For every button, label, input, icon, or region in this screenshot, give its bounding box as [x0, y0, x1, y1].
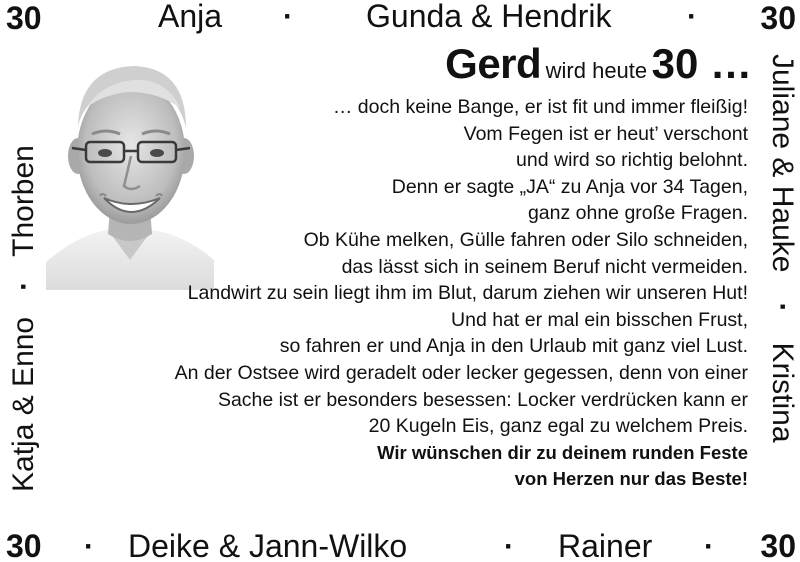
poem-line: ganz ohne große Fragen.	[527, 202, 748, 225]
top-separator-1: ·	[283, 0, 293, 33]
corner-number-top-right: 30	[760, 0, 796, 36]
right-separator: ·	[766, 302, 799, 313]
bottom-separator-3: ·	[704, 530, 714, 562]
headline-middle-text: wird heute	[545, 58, 648, 83]
right-name-kristina: Kristina	[766, 342, 799, 443]
corner-number-bottom-right: 30	[760, 528, 796, 562]
bottom-separator-1: ·	[84, 530, 94, 562]
poem-line: An der Ostsee wird geradelt oder lecker gegessen, denn von einer	[174, 361, 748, 384]
top-separator-2: ·	[687, 0, 697, 33]
left-column-names	[8, 145, 40, 492]
left-name-thorben: Thorben	[7, 145, 40, 257]
corner-number-top-left: 30	[6, 0, 42, 36]
headline	[445, 40, 752, 88]
poem-line: Ob Kühe melken, Gülle fahren oder Silo schneiden,	[303, 228, 748, 251]
left-separator: ·	[7, 280, 40, 291]
top-name-gunda-hendrik: Gunda & Hendrik	[366, 0, 612, 34]
poem-line: Denn er sagte „JA“ zu Anja vor 34 Tagen,	[391, 175, 748, 198]
poem-line: Sache ist er besonders besessen: Locker verdrücken kann er	[217, 388, 748, 411]
bottom-name-rainer: Rainer	[558, 528, 653, 562]
headline-age: 30 …	[651, 40, 752, 87]
poem-line: und wird so richtig belohnt.	[516, 149, 748, 172]
poem-line: das lässt sich in seinem Beruf nicht vermeiden.	[341, 255, 748, 278]
poem-line: Und hat er mal ein bisschen Frust,	[451, 308, 748, 331]
top-name-anja: Anja	[158, 0, 223, 34]
bottom-separator-2: ·	[504, 530, 514, 562]
poem-line: Landwirt zu sein liegt ihm im Blut, darum ziehen wir unseren Hut!	[187, 282, 748, 305]
poem-line: … doch keine Bange, er ist fit und immer fleißig!	[332, 96, 748, 118]
closing-line: von Herzen nur das Beste!	[514, 468, 748, 490]
poem-line: Vom Fegen ist er heut’ verschont	[463, 122, 748, 145]
closing-line: Wir wünschen dir zu deinem runden Feste	[377, 441, 748, 463]
poem-line: so fahren er und Anja in den Urlaub mit ganz viel Lust.	[279, 335, 748, 358]
right-column-names	[766, 54, 798, 443]
corner-number-bottom-left: 30	[6, 528, 42, 562]
poem-text	[58, 94, 748, 493]
left-name-katja-enno: Katja & Enno	[7, 316, 40, 492]
bottom-name-deike-jann-wilko: Deike & Jann-Wilko	[128, 528, 408, 562]
right-name-juliane-hauke: Juliane & Hauke	[766, 54, 799, 273]
poem-line: 20 Kugeln Eis, ganz egal zu welchem Preis.	[368, 415, 748, 438]
headline-name: Gerd	[445, 40, 542, 87]
